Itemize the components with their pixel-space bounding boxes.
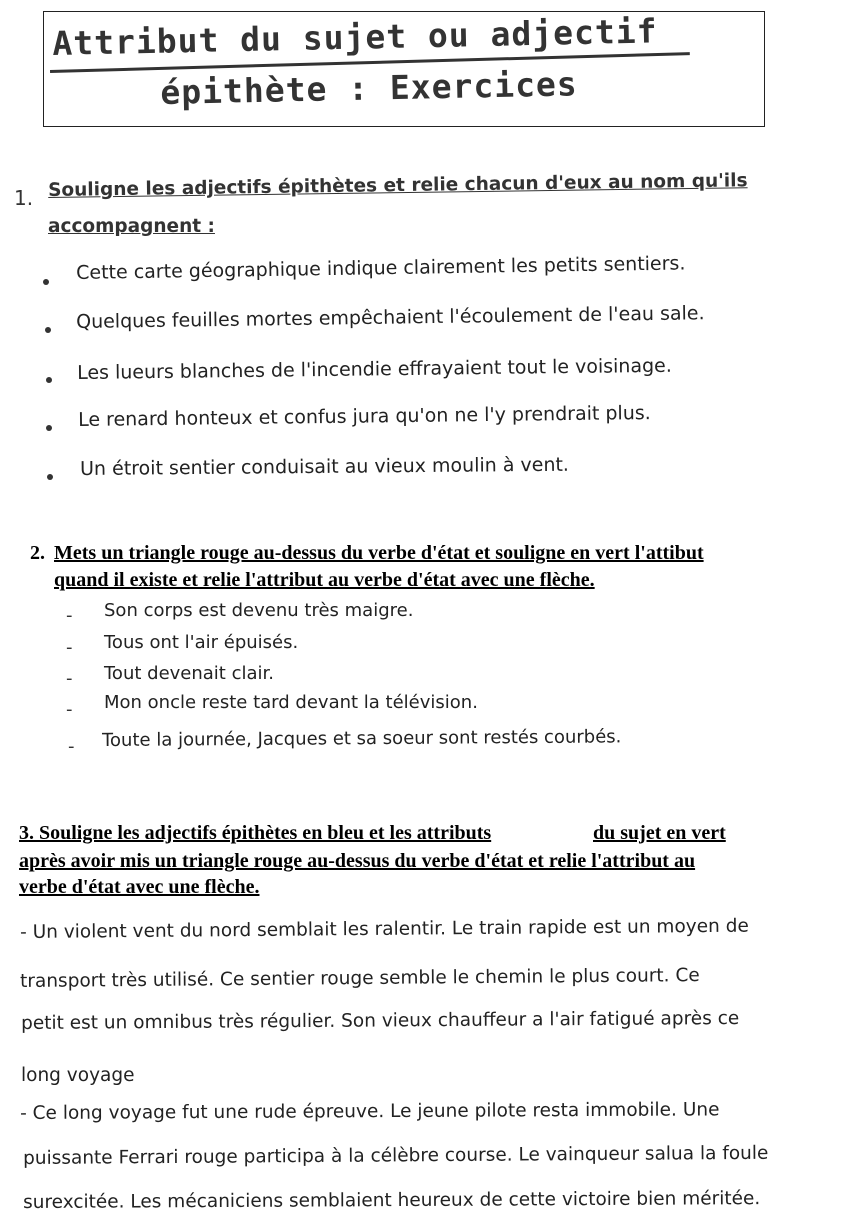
bullet-icon (43, 279, 49, 285)
ex2-dash: - (66, 699, 73, 720)
page-title-line1: Attribut du sujet ou adjectif (52, 11, 658, 63)
ex3-instruction-line3: verbe d'état avec une flèche. (19, 876, 260, 898)
ex3-text-line-6: puissante Ferrari rouge participa à la célèbre course. Le vainqueur salua la foule (23, 1142, 769, 1169)
ex3-instruction-line1b: du sujet en vert (593, 822, 726, 844)
ex2-instruction-line2: quand il existe et relie l'attribut au verbe d'état avec une flèche. (54, 569, 595, 591)
ex2-dash: - (68, 736, 75, 757)
ex3-instruction-line1a: 3. Souligne les adjectifs épithètes en bleu et les attributs (19, 822, 492, 844)
page-title-line2: épithète : Exercices (160, 64, 579, 112)
ex2-instruction-line1: Mets un triangle rouge au-dessus du verbe d'état et souligne en vert l'attibut (54, 542, 704, 564)
ex1-item-5: Un étroit sentier conduisait au vieux moulin à vent. (80, 453, 570, 480)
ex3-text-line-5: - Ce long voyage fut une rude épreuve. Le jeune pilote resta immobile. Une (20, 1099, 720, 1124)
ex3-instruction-line2: après avoir mis un triangle rouge au-dessus du verbe d'état et relie l'attribut au (19, 850, 696, 872)
ex2-item-3: Tout devenait clair. (104, 663, 274, 684)
ex1-item-3: Les lueurs blanches de l'incendie effrayaient tout le voisinage. (77, 354, 672, 384)
ex1-item-4: Le renard honteux et confus jura qu'on ne l'y prendrait plus. (78, 402, 651, 431)
ex3-text-line-2: transport très utilisé. Ce sentier rouge semble le chemin le plus court. Ce (20, 965, 700, 992)
ex1-instruction-line2: accompagnent : (48, 216, 215, 237)
bullet-icon (46, 425, 52, 431)
bullet-icon (45, 327, 51, 333)
ex1-number: 1. (14, 186, 34, 210)
ex2-item-5: Toute la journée, Jacques et sa soeur sont restés courbés. (102, 726, 622, 751)
ex2-dash: - (66, 668, 73, 689)
ex2-dash: - (66, 637, 73, 658)
ex1-instruction-line1: Souligne les adjectifs épithètes et relie chacun d'eux au nom qu'ils (48, 170, 748, 201)
bullet-icon (47, 474, 53, 480)
ex3-text-line-1: - Un violent vent du nord semblait les ralentir. Le train rapide est un moyen de (20, 915, 749, 943)
ex3-text-line-7: surexcitée. Les mécaniciens semblaient heureux de cette victoire bien méritée. (23, 1188, 761, 1213)
ex2-item-4: Mon oncle reste tard devant la télévision. (104, 692, 478, 713)
ex2-item-1: Son corps est devenu très maigre. (104, 600, 414, 621)
ex2-number: 2. (30, 542, 45, 564)
ex2-dash: - (66, 605, 73, 626)
ex3-text-line-4: long voyage (21, 1065, 135, 1086)
ex3-text-line-3: petit est un omnibus très régulier. Son vieux chauffeur a l'air fatigué après ce (21, 1007, 740, 1034)
ex1-item-1: Cette carte géographique indique clairement les petits sentiers. (76, 252, 686, 284)
ex1-item-2: Quelques feuilles mortes empêchaient l'écoulement de l'eau sale. (76, 302, 705, 333)
bullet-icon (46, 377, 52, 383)
ex2-item-2: Tous ont l'air épuisés. (104, 632, 299, 653)
